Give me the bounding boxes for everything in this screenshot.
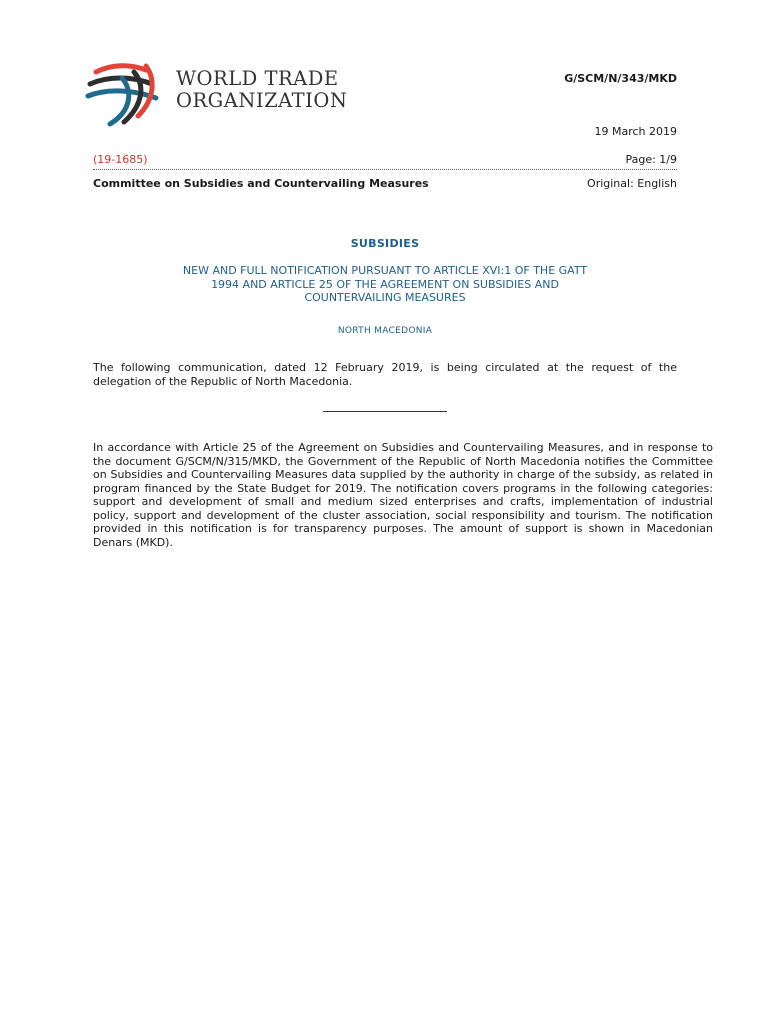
org-name-line2: ORGANIZATION: [176, 89, 348, 112]
organization-name: [176, 68, 347, 112]
org-name-line1: WORLD TRADE: [176, 67, 339, 90]
page-indicator: Page: 1/9: [625, 153, 677, 166]
header-divider: [93, 169, 677, 170]
wto-emblem-icon: [84, 58, 164, 130]
section-separator: [323, 411, 447, 412]
original-language: Original: English: [587, 177, 677, 190]
body-paragraph: In accordance with Article 25 of the Agreement on Subsidies and Countervailing Measures, and in response to the document G/SCM/N/315/MKD, the Government of the Republic of North Macedonia notifies the Committee on Subsidies and Countervailing Measures data supplied by the authority in charge of the subsidy, as related in program financed by the State Budget for 2019. The notification covers programs in the following categories: support and development of small and medium sized enterprises and crafts, implementation of industrial policy, support and development of the cluster association, social responsibility and tourism. The notification provided in this notification is for transparency purposes. The amount of support is shown in Macedonian Denars (MKD).: [93, 441, 713, 549]
intro-paragraph: The following communication, dated 12 February 2019, is being circulated at the request of the delegation of the Republic of North Macedonia.: [93, 361, 677, 388]
reference-number: (19-1685): [93, 153, 148, 166]
committee-name: Committee on Subsidies and Countervailing Measures: [93, 177, 429, 190]
document-symbol: G/SCM/N/343/MKD: [564, 72, 677, 85]
document-subtitle: NEW AND FULL NOTIFICATION PURSUANT TO ARTICLE XVI:1 OF THE GATT 1994 AND ARTICLE 25 OF THE AGREEMENT ON SUBSIDIES AND COUNTERVAILING MEASURES: [182, 264, 588, 304]
wto-logo: [84, 58, 348, 130]
member-name: NORTH MACEDONIA: [337, 326, 433, 336]
document-date: 19 March 2019: [594, 125, 677, 138]
document-title: SUBSIDIES: [350, 237, 420, 250]
